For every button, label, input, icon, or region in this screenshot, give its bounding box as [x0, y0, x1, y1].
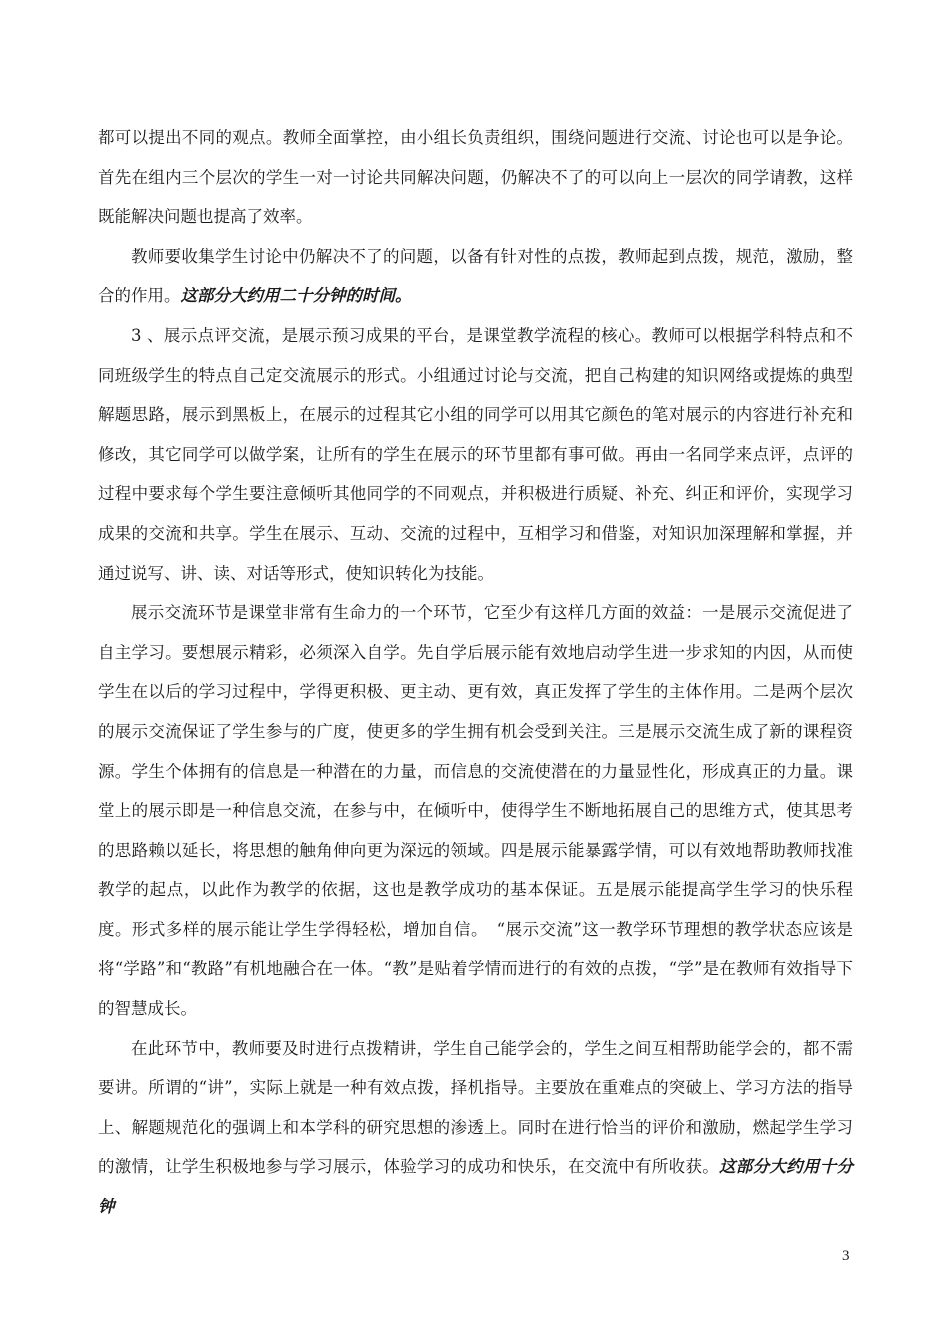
paragraph-5-text: 在此环节中，教师要及时进行点拨精讲，学生自己能学会的，学生之间互相帮助能学会的，都不需要讲。所谓的“讲”，实际上就是一种有效点拨，择机指导。主要放在重难点的突破上、学习方法的指导上、解题规范化的强调上和本学科的研究思想的渗透上。同时在进行恰当的评价和激励，燃起学生学习的激情，让学生积极地参与学习展示，体验学习的成功和快乐，在交流中有所收获。: [98, 1038, 853, 1177]
paragraph-4-text: 展示交流环节是课堂非常有生命力的一个环节，它至少有这样几方面的效益：一是展示交流促进了自主学习。要想展示精彩，必须深入自学。先自学后展示能有效地启动学生进一步求知的内因，从而使学生在以后的学习过程中，学得更积极、更主动、更有效，真正发挥了学生的主体作用。二是两个层次的展示交流保证了学生参与的广度，使更多的学生拥有机会受到关注。三是展示交流生成了新的课程资源。学生个体拥有的信息是一种潜在的力量，而信息的交流使潜在的力量显性化，形成真正的力量。课堂上的展示即是一种信息交流，在参与中，在倾听中，使得学生不断地拓展自己的思维方式，使其思考的思路赖以延长，将思想的触角伸向更为深远的领域。四是展示能暴露学情，可以有效地帮助教师找准教学的起点，以此作为教学的依据，这也是教学成功的基本保证。五是展示能提高学生学习的快乐程度。形式多样的展示能让学生学得轻松，增加自信。 “展示交流”这一教学环节理想的教学状态应该是将“学路”和“教路”有机地融合在一体。“教”是贴着学情而进行的有效的点拨，“学”是在教师有效指导下的智慧成长。: [98, 603, 853, 1019]
paragraph-2-emphasis: 这部分大约用二十分钟的时间。: [180, 286, 412, 306]
paragraph-5-emphasis: 这部分大约用十分钟: [98, 1157, 854, 1217]
paragraph-1: [98, 118, 853, 237]
page-number: 3: [842, 1248, 850, 1264]
paragraph-4: [98, 593, 853, 1029]
page-body: [98, 118, 853, 1227]
paragraph-3-text: 3 、展示点评交流，是展示预习成果的平台，是课堂教学流程的核心。教师可以根据学科特点和不同班级学生的特点自己定交流展示的形式。小组通过讨论与交流，把自己构建的知识网络或提炼的典型解题思路，展示到黑板上，在展示的过程其它小组的同学可以用其它颜色的笔对展示的内容进行补充和修改，其它同学可以做学案，让所有的学生在展示的环节里都有事可做。再由一名同学来点评，点评的过程中要求每个学生要注意倾听其他同学的不同观点，并积极进行质疑、补充、纠正和评价，实现学习成果的交流和共享。学生在展示、互动、交流的过程中，互相学习和借鉴，对知识加深理解和掌握，并通过说写、讲、读、对话等形式，使知识转化为技能。: [98, 325, 853, 583]
paragraph-2: [98, 237, 853, 316]
paragraph-2-text: 教师要收集学生讨论中仍解决不了的问题，以备有针对性的点拨，教师起到点拨，规范，激励，整合的作用。: [98, 246, 853, 306]
paragraph-1-text: 都可以提出不同的观点。教师全面掌控，由小组长负责组织，围绕问题进行交流、讨论也可以是争论。首先在组内三个层次的学生一对一讨论共同解决问题，仍解决不了的可以向上一层次的同学请教，这样既能解决问题也提高了效率。: [98, 128, 853, 227]
paragraph-5: [98, 1029, 853, 1227]
paragraph-3: [98, 316, 853, 593]
